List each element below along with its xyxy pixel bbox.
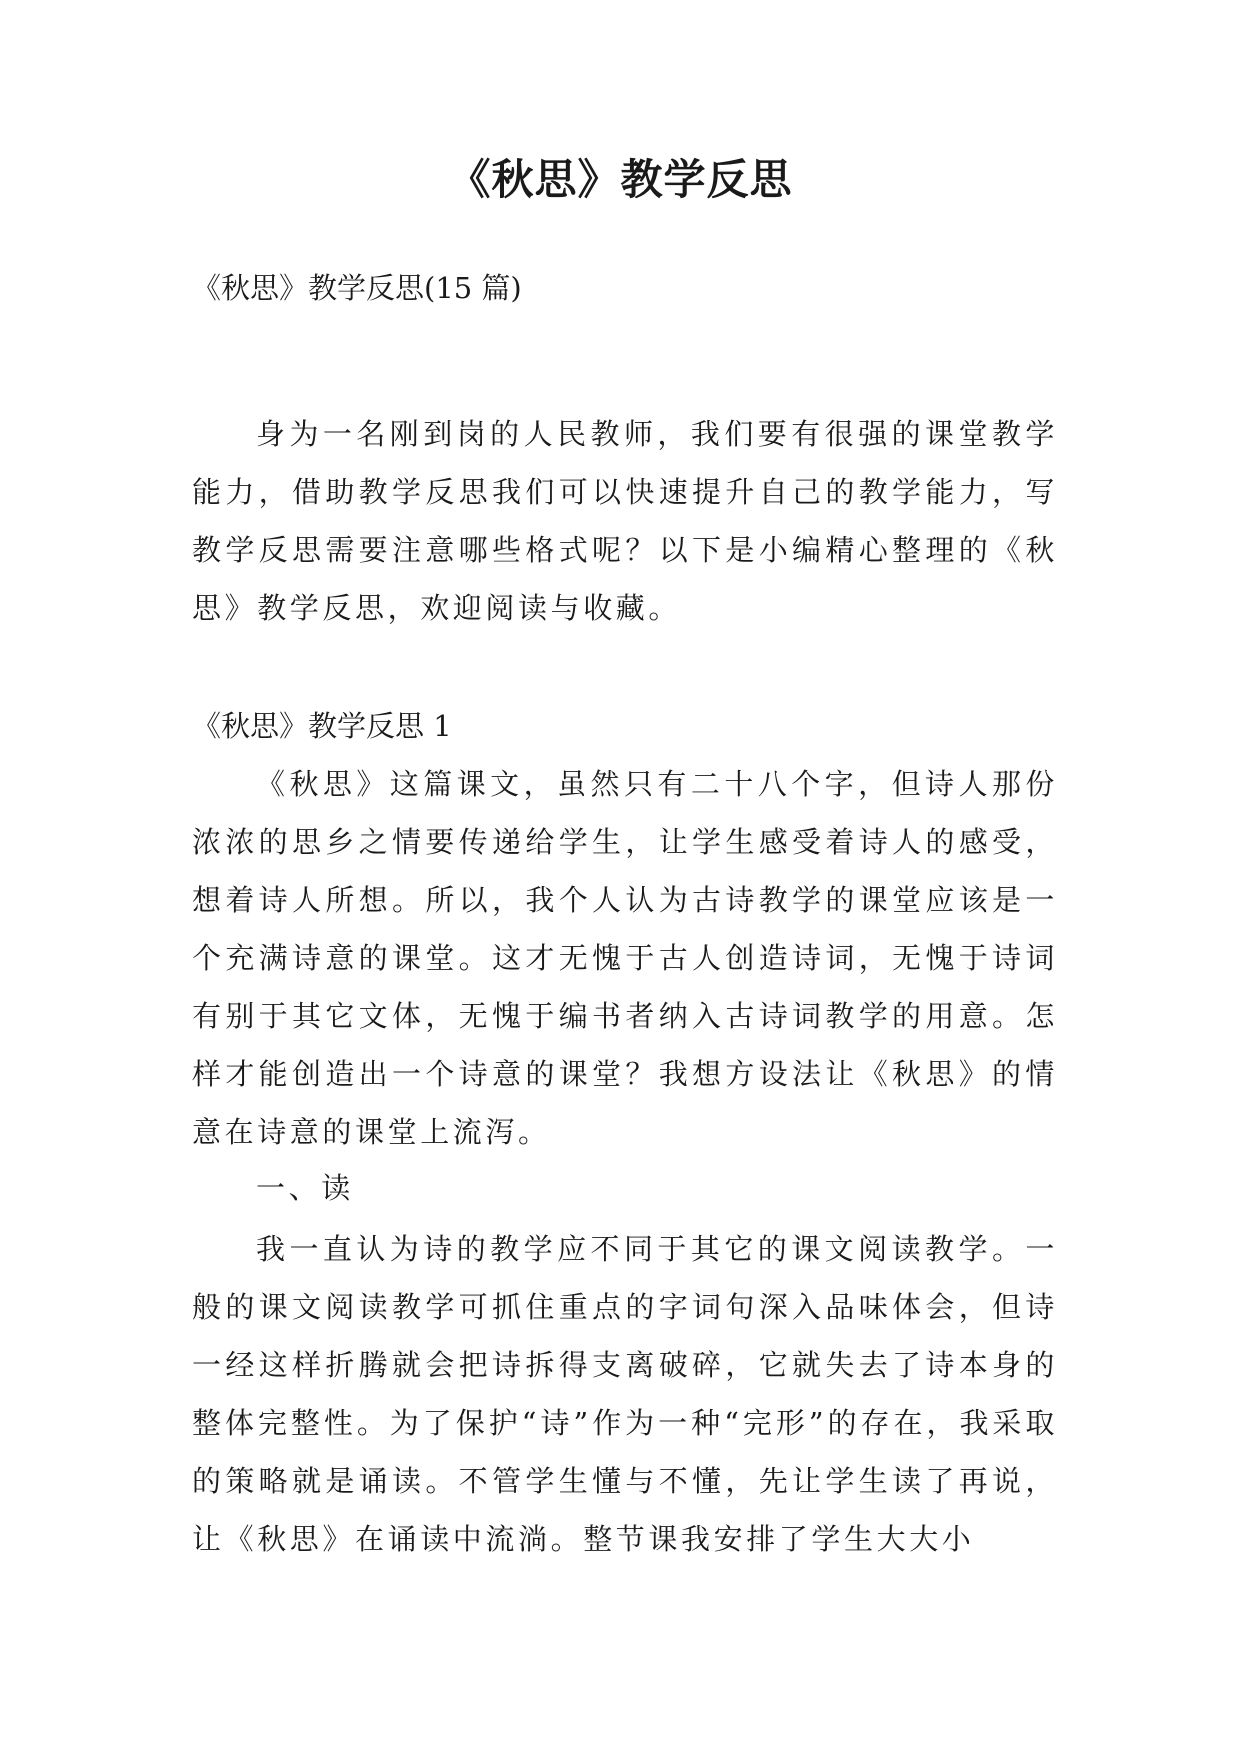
section-heading-read: 一、读: [256, 1171, 354, 1205]
section-title: 《秋思》教学反思 1: [192, 709, 452, 743]
document-subtitle: 《秋思》教学反思(15 篇): [192, 271, 522, 305]
body-paragraph-2: 我一直认为诗的教学应不同于其它的课文阅读教学。一般的课文阅读教学可抓住重点的字词句深入品味体会，但诗一经这样折腾就会把诗拆得支离破碎，它就失去了诗本身的整体完整性。为了保护“诗”作为一种“完形”的存在，我采取的策略就是诵读。不管学生懂与不懂，先让学生读了再说，让《秋思》在诵读中流淌。整节课我安排了学生大大小: [192, 1232, 1058, 1556]
body-paragraph-1: 《秋思》这篇课文，虽然只有二十八个字，但诗人那份浓浓的思乡之情要传递给学生，让学生感受着诗人的感受，想着诗人所想。所以，我个人认为古诗教学的课堂应该是一个充满诗意的课堂。这才无愧于古人创造诗词，无愧于诗词有别于其它文体，无愧于编书者纳入古诗词教学的用意。怎样才能创造出一个诗意的课堂？我想方设法让《秋思》的情意在诗意的课堂上流泻。: [192, 767, 1058, 1149]
intro-paragraph: 身为一名刚到岗的人民教师，我们要有很强的课堂教学能力，借助教学反思我们可以快速提升自己的教学能力，写教学反思需要注意哪些格式呢？以下是小编精心整理的《秋思》教学反思，欢迎阅读与收藏。: [192, 417, 1058, 625]
document-title: 《秋思》教学反思: [448, 155, 793, 204]
